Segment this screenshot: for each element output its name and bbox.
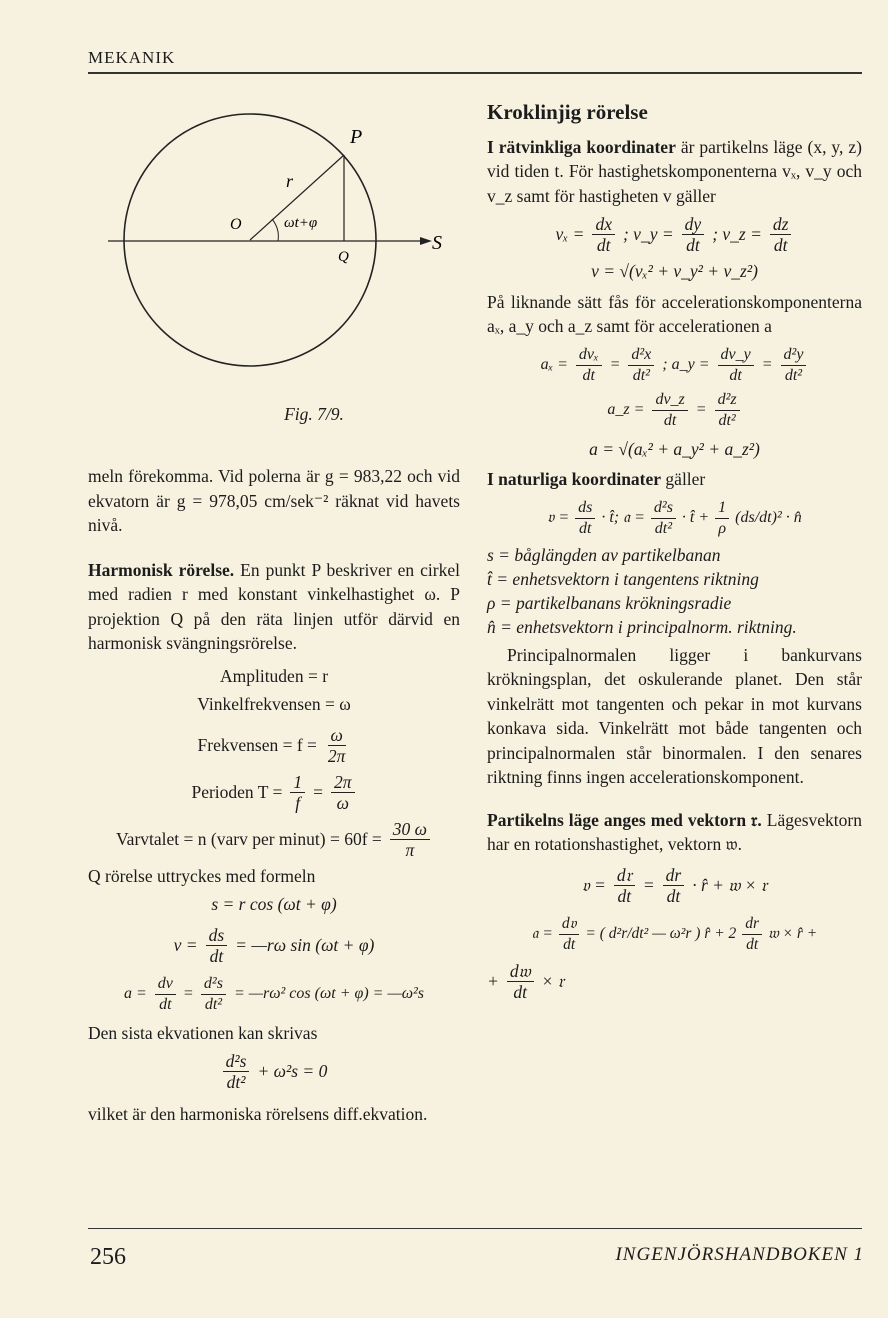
varv-frac	[390, 819, 430, 860]
den: dt	[582, 366, 595, 384]
text-harmonic: En punkt P beskriver en cirkel med radien r med konstant vinkelhastighet ω. P projektion Q på den räta linjen utför därvid en harmonisk svängningsrörelse.	[88, 559, 460, 653]
num: ds	[206, 925, 228, 946]
vv-lhs: 𝔳 =	[581, 874, 606, 895]
aa2-frac	[507, 961, 534, 1002]
den: dt²	[226, 1072, 246, 1092]
den: dt²	[632, 366, 650, 384]
figure-circle-diagram	[88, 95, 460, 395]
page-number: 256	[90, 1244, 126, 1270]
eq-amplitude: Amplituden = r	[219, 665, 329, 686]
ax-eq: =	[609, 355, 621, 373]
aa-frac2	[742, 914, 762, 955]
definition-item: t̂ = enhetsvektorn i tangentens riktning	[487, 568, 759, 589]
a-frac2	[201, 974, 226, 1015]
az-frac1	[652, 390, 687, 431]
num: d²y	[781, 345, 807, 366]
per-eq: =	[313, 781, 323, 802]
eq-s: s = r cos (ωt + φ)	[211, 894, 337, 914]
eq-accel-magnitude: a = √(aₓ² + a_y² + a_z²)	[589, 438, 760, 459]
den: ρ	[718, 519, 727, 537]
header-rule	[88, 72, 862, 74]
eq-perioden	[88, 772, 460, 813]
eq-vinkel: Vinkelfrekvensen = ω	[197, 694, 351, 714]
den: ω	[336, 792, 349, 813]
den: π	[405, 839, 415, 860]
num: d²z	[715, 390, 740, 411]
num: dz	[770, 214, 792, 235]
paragraph-principal: Principalnormalen ligger i bankurvans krökningsplan, det oskulerande planet. Den står vinkelrätt mot tangenten och pekar in mot kurvans konkava sida. Vinkelrätt mot både tangenten och principalnormalen står binormalen. I den senares riktning finns ingen accelerationskomponent.	[487, 644, 862, 787]
den: dt	[666, 885, 681, 906]
ay-frac1	[718, 345, 754, 386]
vx-lhs: vₓ =	[555, 224, 585, 245]
paragraph-harmonic	[88, 558, 460, 656]
eq-v	[88, 925, 460, 966]
eq-a	[88, 974, 460, 1015]
den: dt	[579, 519, 592, 537]
paragraph-rect	[487, 135, 862, 209]
den: dt	[617, 885, 632, 906]
v-frac	[206, 925, 228, 966]
nat-t: · t̂; 𝔞 =	[601, 508, 645, 526]
paragraph-gravity: meln förekomma. Vid polerna är g = 983,22 och vid ekvatorn är g = 978,05 cm/sek⁻² räknat vid havets nivå.	[88, 466, 460, 535]
varv-lhs: Varvtalet = n (varv per minut) = 60f =	[115, 828, 382, 849]
eq-natural	[487, 498, 862, 539]
num: dvₓ	[576, 345, 602, 366]
den: dt	[596, 235, 611, 255]
left-column	[88, 95, 460, 1127]
ax-frac2	[628, 345, 654, 386]
eq-vector-accel-cont	[487, 961, 862, 1002]
aa-lhs: 𝔞 =	[531, 924, 553, 942]
den: dt	[563, 935, 576, 953]
label-Q: Q	[338, 249, 349, 265]
frek-lhs: Frekvensen = f =	[197, 734, 317, 755]
den: dt	[746, 935, 759, 953]
eq-velocity-components	[487, 214, 862, 255]
running-header: MEKANIK	[88, 48, 176, 67]
den: dt	[159, 995, 172, 1013]
per-lhs: Perioden T =	[191, 781, 283, 802]
den: dt	[729, 366, 742, 384]
a-rhs: = —rω² cos (ωt + φ) = —ω²s	[233, 984, 425, 1002]
paragraph-position	[487, 808, 862, 857]
eq-velocity-magnitude: v = √(vₓ² + v_y² + v_z²)	[591, 261, 758, 281]
nat-frac3	[715, 498, 729, 539]
eq-diff	[88, 1051, 460, 1092]
definition-item: n̂ = enhetsvektorn i principalnorm. riktning.	[487, 616, 797, 637]
ay-lhs: ; a_y =	[662, 355, 710, 373]
num: d²s	[651, 498, 676, 519]
eq-vector-accel	[487, 914, 862, 955]
footer-rule	[88, 1228, 862, 1229]
nat-tt: · t̂ +	[681, 508, 710, 526]
sista-text: Den sista ekvationen kan skrivas	[88, 1022, 318, 1043]
vv-frac1	[614, 865, 635, 906]
rect-heading: I rätvinkliga koordinater	[487, 136, 676, 157]
paragraph-natural	[487, 467, 862, 492]
a-lhs: a =	[123, 984, 147, 1002]
v-rhs: = —rω sin (ωt + φ)	[235, 934, 375, 955]
den: dt	[663, 411, 677, 429]
vy-lhs: ; v_y =	[622, 224, 674, 245]
q-text: Q rörelse uttryckes med formeln	[88, 865, 316, 886]
vz-lhs: ; v_z =	[712, 224, 762, 245]
section-title: Kroklinjig rörelse	[487, 100, 648, 124]
num: dr	[742, 914, 762, 935]
ay-eq: =	[761, 355, 773, 373]
heading-harmonic: Harmonisk rörelse.	[88, 559, 235, 580]
den: dt	[513, 981, 527, 1002]
num: dv_y	[718, 345, 754, 366]
den: dt²	[784, 366, 803, 384]
eq-varvtal	[88, 819, 460, 860]
vy-frac	[682, 214, 705, 255]
aa-rhs: 𝔴 × r̂ +	[768, 924, 818, 942]
natural-heading: I naturliga koordinater	[487, 469, 662, 489]
num: d𝔳	[559, 914, 580, 935]
natural-text: gäller	[661, 469, 706, 489]
position-text: Lägesvektorn har en rotationshastighet, vektorn 𝔴.	[487, 809, 862, 854]
num: d²s	[223, 1051, 250, 1072]
diff-frac	[223, 1051, 250, 1092]
frek-frac	[325, 725, 349, 766]
nat-frac1	[575, 498, 595, 539]
num: ω	[328, 725, 346, 746]
eq-accel-xy	[487, 345, 862, 386]
eq-frekvens	[88, 725, 460, 766]
den: dt²	[654, 519, 673, 537]
end-text: vilket är den harmoniska rörelsens diff.ekvation.	[88, 1104, 428, 1124]
ax-frac1	[576, 345, 602, 386]
num: d𝔯	[614, 865, 635, 886]
az-frac2	[715, 390, 740, 431]
num: 1	[290, 772, 305, 793]
num: 30 ω	[390, 819, 430, 840]
az-eq: =	[695, 400, 707, 418]
position-heading: Partikelns läge anges med vektorn 𝔯.	[487, 809, 762, 830]
figure-caption: Fig. 7/9.	[284, 403, 344, 424]
eq-accel-z	[487, 390, 862, 431]
num: 1	[715, 498, 729, 519]
paragraph-accel: På liknande sätt fås för accelerationskomponenterna aₓ, a_y och a_z samt för accelerationen a	[487, 291, 862, 336]
v-lhs: v =	[173, 934, 198, 955]
nat-frac2	[651, 498, 676, 539]
definitions-list	[487, 543, 862, 639]
book-title: INGENJÖRSHANDBOKEN 1	[615, 1244, 864, 1265]
vx-frac	[592, 214, 615, 255]
num: dv	[155, 974, 176, 995]
num: d²x	[628, 345, 654, 366]
label-P: P	[350, 126, 363, 148]
label-S: S	[432, 232, 442, 254]
den: dt²	[718, 411, 736, 429]
aa-frac1	[559, 914, 580, 955]
a-frac1	[155, 974, 176, 1015]
nat-v: 𝔳 =	[547, 508, 570, 526]
den: dt²	[204, 995, 223, 1013]
den: f	[295, 792, 301, 813]
ax-lhs: aₓ =	[540, 355, 568, 373]
num: d𝔴	[507, 961, 534, 982]
num: dx	[592, 214, 615, 235]
num: 2π	[331, 772, 355, 793]
den: dt	[773, 235, 788, 255]
num: dr	[663, 865, 685, 886]
den: dt	[686, 235, 700, 255]
per-frac1	[290, 772, 305, 813]
label-r: r	[286, 171, 294, 191]
eq-vector-velocity	[487, 865, 862, 906]
angle-arc	[272, 219, 278, 241]
per-frac2	[331, 772, 355, 813]
den: 2π	[327, 745, 346, 766]
num: dv_z	[652, 390, 687, 411]
rect-text: är partikelns läge (x, y, z) vid tiden t. För hastighetskomponenterna vₓ, v_y och v_z samt för hastigheten v gäller	[487, 136, 862, 206]
den: dt	[209, 945, 224, 966]
aa-mid: = ( d²r/dt² — ω²r ) r̂ + 2	[585, 924, 737, 942]
definition-item: s = båglängden av partikelbanan	[487, 544, 721, 565]
definition-item: ρ = partikelbanans krökningsradie	[487, 592, 732, 613]
vz-frac	[770, 214, 792, 255]
nat-sq: (ds/dt)² · n̂	[735, 508, 802, 526]
aa2-rhs: × 𝔯	[541, 970, 564, 991]
num: d²s	[201, 974, 226, 995]
label-O: O	[230, 216, 242, 233]
label-angle: ωt+φ	[284, 215, 318, 231]
num: dy	[682, 214, 705, 235]
az-lhs: a_z =	[607, 400, 645, 418]
vv-frac2	[663, 865, 685, 906]
right-column	[487, 100, 862, 1006]
vv-rhs: · r̂ + 𝔴 × 𝔯	[692, 874, 768, 895]
aa2-lhs: +	[487, 970, 499, 991]
diff-rhs: + ω²s = 0	[257, 1061, 328, 1082]
vv-eq: =	[642, 874, 655, 895]
num: ds	[575, 498, 595, 519]
a-eq: =	[183, 984, 193, 1002]
arrow-head	[420, 237, 432, 245]
ay-frac2	[781, 345, 807, 386]
